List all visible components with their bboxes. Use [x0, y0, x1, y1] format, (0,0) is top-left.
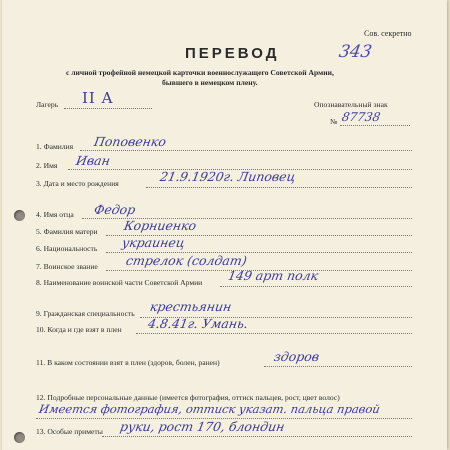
field-line-special-marks	[102, 436, 412, 437]
field-label-first-name: 2. Имя	[36, 161, 58, 170]
field-value-father-name: Федор	[92, 202, 137, 217]
field-label-rank: 7. Воинское звание	[36, 262, 98, 271]
field-label-mother-surname: 5. Фамилия матери	[36, 227, 98, 236]
field-label-condition: 11. В каком состоянии взят в плен (здоров, болен, ранен)	[36, 358, 220, 367]
id-tag-label: Опознавательный знак	[314, 100, 388, 109]
field-line-birth	[146, 187, 412, 188]
field-label-birth: 3. Дата и место рождения	[36, 179, 119, 188]
field-value-birth: 21.9.1920г. Липовец	[158, 169, 297, 184]
subtitle-line-2: бывшего в немецком плену.	[162, 78, 258, 87]
field-value-condition: здоров	[272, 349, 321, 364]
classification-mark: Сов. секретно	[364, 29, 412, 38]
field-label-special-marks: 13. Особые приметы	[36, 427, 103, 436]
field-value-surname: Поповенко	[92, 134, 168, 149]
document-sheet	[2, 0, 447, 450]
camp-label: Лагерь	[36, 100, 59, 109]
field-value-nationality: украинец	[120, 235, 187, 250]
field-label-civil-specialty: 9. Гражданская специальность	[36, 309, 135, 318]
document-title: ПЕРЕВОД	[185, 45, 280, 62]
field-value-special-marks: руки, рост 170, блондин	[118, 419, 286, 434]
camp-value: II A	[82, 89, 114, 107]
field-line-surname	[80, 150, 412, 151]
field-label-military-unit: 8. Наименование воинской части Советской Армии	[36, 278, 203, 287]
handwritten-number: 343	[337, 42, 374, 62]
field-value-rank: стрелок (солдат)	[124, 253, 249, 268]
punch-hole-top	[14, 210, 25, 221]
field-line-condition	[264, 366, 412, 367]
subtitle-line-1: с личной трофейной немецкой карточки военнослужащего Советской Армии,	[66, 68, 334, 77]
field-value-first-name: Иван	[74, 153, 112, 168]
field-value-mother-surname: Корниенко	[122, 218, 198, 233]
id-tag-line	[340, 125, 410, 126]
field-label-nationality: 6. Национальность	[36, 244, 98, 253]
field-value-captured: 4.8.41г. Умань.	[146, 316, 250, 331]
punch-hole-bottom	[14, 432, 25, 443]
field-line-captured	[136, 333, 412, 334]
field-label-surname: 1. Фамилия	[36, 142, 74, 151]
field-label-father-name: 4. Имя отца	[36, 210, 74, 219]
field-label-personal-data: 12. Подробные персональные данные (имеется фотография, оттиск пальцев, рост, цвет волос)	[36, 393, 340, 402]
id-tag-number-prefix: №	[330, 117, 338, 126]
field-label-captured: 10. Когда и где взят в плен	[36, 325, 122, 334]
field-line-military-unit	[220, 286, 412, 287]
field-value-civil-specialty: крестьянин	[148, 299, 233, 314]
field-value-military-unit: 149 арт полк	[226, 268, 320, 283]
field-value-personal-data: Имеется фотография, оттиск указат. пальца правой	[37, 402, 382, 416]
id-tag-value: 87738	[340, 110, 382, 124]
camp-line	[64, 108, 152, 109]
